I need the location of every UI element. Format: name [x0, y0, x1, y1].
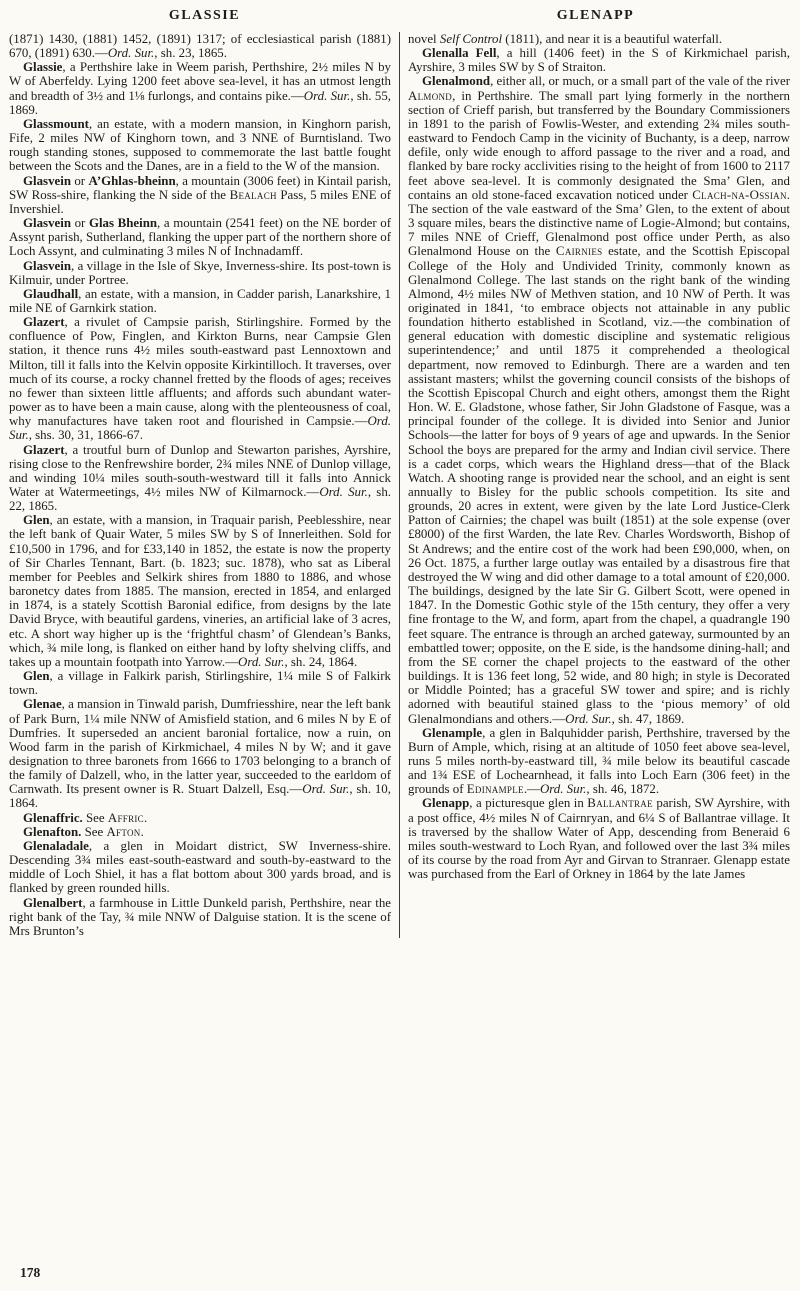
text-run: See [81, 824, 107, 839]
cross-reference: Cairnies [555, 244, 603, 259]
running-head-left: GLASSIE [168, 8, 241, 23]
gazetteer-entry [9, 174, 391, 216]
text-run: . [140, 824, 144, 839]
text-run: , either all, or much, or a small part of the vale of the river [490, 74, 790, 89]
text-run: (1871) 1430, (1881) 1452, (1891) 1317; of ecclesiastical parish (1881) 670, (1891) 630.— [9, 32, 391, 61]
italic-title: Ord. Sur. [238, 654, 285, 669]
entry-name: Glenalla Fell [422, 46, 497, 61]
cross-reference: Ballantrae [587, 796, 653, 811]
text-run: See [82, 810, 108, 825]
gazetteer-entry [9, 697, 391, 810]
text-run: , a glen in Moidart district, SW Inverness-shire. Descending 3¾ miles east-south-eastward and south-by-eastward to the middle of Loch Shiel, it has a flat bottom about 300 yards broad, and is flanked by green rounded hills. [9, 838, 391, 896]
gazetteer-entry [9, 443, 391, 514]
text-run: , a mansion in Tinwald parish, Dumfriesshire, near the left bank of Park Burn, 1¼ mile NNW of Amisfield station, and 6 miles N by E of Dumfries. It superseded an ancient baronial fortalice, now a ruin, on Wood farm in the parish of Kirkmichael, 4 miles N by W; and it gave designation to three baronets from 1666 to 1703 belonging to a branch of the family of Dalzell, who, in the latter year, succeeded to the earldom of Carnwath. Its present owner is R. Stuart Dalzell, Esq.— [9, 697, 391, 797]
text-run: , a mountain (3006 feet) in Kintail parish, SW Ross-shire, flanking the N side of the [9, 173, 392, 202]
entry-name: Glazert [23, 315, 65, 330]
entry-name: Glassie [23, 60, 63, 75]
column-right [408, 32, 790, 938]
entry-name: Glenalbert [23, 895, 83, 910]
gazetteer-entry [9, 117, 391, 174]
gazetteer-entry [9, 287, 391, 315]
text-run: , in Perthshire. The small part lying formerly in the northern section of Crieff parish, but transferred by the Boundary Commissioners in 1891 to the parish of Fowlis-Wester, and extending 2¾ miles south-eastward to Fendoch Camp in the vicinity of Buchanty, is a deep, narrow defile, only wide enough to afford passage to the river and a road, and flanked by bare rocky acclivities rising to the height of from 1600 to 2117 feet above sea-level. It is commonly designated the Sma’ Glen, and contains an old stone-faced excavation noticed under [408, 88, 790, 202]
entry-name: Glas Bheinn [88, 216, 158, 231]
text-run: , sh. 55, 1869. [9, 88, 391, 117]
cross-reference: Almond [408, 88, 453, 103]
cross-reference: Afton [106, 824, 141, 839]
text-run: , a mountain (2541 feet) on the NE border of Assynt parish, Sutherland, flanking the upper part of the northern shore of Loch Assynt, and culminating 3 miles N of Inchnadamff. [9, 216, 392, 259]
entry-name: Glenae [23, 697, 62, 712]
italic-title: Ord. Sur. [107, 46, 155, 61]
text-run: novel [408, 32, 440, 46]
cross-reference: Bealach [229, 187, 277, 202]
gazetteer-entry [408, 796, 790, 881]
text-columns [9, 32, 791, 938]
gazetteer-entry [9, 896, 391, 938]
text-run: .— [523, 782, 540, 797]
text-run: , sh. 24, 1864. [284, 654, 358, 669]
gazetteer-entry [9, 315, 391, 442]
column-divider [399, 32, 400, 938]
text-run: , sh. 22, 1865. [9, 485, 391, 514]
gazetteer-entry [9, 825, 391, 839]
gazetteer-entry [9, 60, 391, 117]
entry-name: Glen [23, 513, 50, 528]
gazetteer-entry [9, 513, 391, 669]
gazetteer-entry [9, 216, 391, 258]
text-run: , sh. 46, 1872. [586, 782, 660, 797]
text-run: , sh. 10, 1864. [9, 782, 391, 811]
gazetteer-entry [408, 46, 790, 74]
text-run: , an estate, with a mansion, in Cadder parish, Lanarkshire, 1 mile NE of Garnkirk station. [9, 286, 391, 315]
text-run: , an estate, with a mansion, in Traquair parish, Peeblesshire, near the left bank of Quair Water, 5 miles SW by S of Innerleithen. Sold for £10,500 in 1796, and for £33,140 in 1852, the estate is now the property of Sir Charles Tennant, Bart. (b. 1823; suc. 1878), who sat as Liberal member for Peebles and Selkirk shires from 1880 to 1886, and whose baronetcy dates from 1885. The mansion, erected in 1854, and enlarged in 1874, is a stately Scottish Baronial edifice, from designs by the late David Bryce, with beautiful gardens, vineries, an artificial lake of 3 acres, etc. A short way higher up is the ‘frightful chasm’ of Glendean’s Banks, which, ¾ mile long, is flanked on either hand by lofty shelving cliffs, and takes up a mountain footpath into Yarrow.— [9, 513, 391, 669]
entry-name: Glaudhall [23, 286, 79, 301]
text-run: or [71, 216, 89, 231]
text-run: . [143, 810, 148, 825]
italic-title: Ord. Sur. [9, 414, 391, 443]
text-run: , a rivulet of Campsie parish, Stirlingshire. Formed by the confluence of Pow, Finglen, and Kirkton Burns, near Campsie Glen station, it thence runs 4½ miles south-eastward past Lennoxtown and Milton, till it falls into the Kelvin opposite Kirkintilloch. It traverses, over much of its course, a rocky channel fretted by the floods of ages; receives no fewer than sixteen little affluents; and affords such abundant water-power as to have been a main cause, along with the plenteousness of coal, why manufactures have taken root and flourished in Campsie.— [9, 315, 391, 429]
text-run: estate, and the Scottish Episcopal College of the Holy and Undivided Trinity, commonly known as Glenalmond College. The last stands on the right bank of the winding Almond, 4½ miles NW of Methven station, and 10 NW of Perth. It was originated in 1841, ‘to embrace objects not attainable in any public foundation hitherto established in Scotland, viz.—the combination of general education with domestic discipline and systematic religious superintendence;’ and until 1875 it comprehended a theological department, now removed to Edinburgh. There are a warden and ten assistant masters; whilst the governing council consists of the bishops of the Scottish Episcopal Church and eight others, amongst them the Right Hon. W. E. Gladstone, whose father, Sir John Gladstone of Fasque, was a principal founder of the college. It is divided into Senior and Junior Schools—the latter for boys of 9 years of age and upwards. In the Senior School the boys are prepared for the army and Indian civil service. There is a cadet corps, which wears the Highland dress—that of the Black Watch. A shooting range is provided near the school, and an eight is sent annually to Bisley for the public schools competition. Its site and grounds, 20 acres in extent, were given by the late Lord Justice-Clerk Patton of Cairnies; the chapel was built (1851) at the sole expense (over £8000) of the first Warden, the late Rev. Charles Wordsworth, Bishop of St Andrews; and the entire cost of the work had been £90,000, when, on 26 Oct. 1875, a further large outlay was entailed by a disastrous fire that destroyed the W wing and did other damage to a total amount of £20,000. The buildings, designed by the late Sir G. Gilbert Scott, were opened in 1847. In the Domestic Gothic style of the 15th century, they offer a very fine frontage to the W, and form, apart from the chapel, a quadrangle 190 feet square. The entrance is through an arched gateway, surmounted by an embattled tower; opposite, on the E side, is the handsome dining-hall; and from the SE corner the chapel projects to the eastward of the other buildings. It is 136 feet long, 52 wide, and 80 high; in style is Decorated or Middle Pointed; has a graceful SW tower and spire; and is richly adorned with beautiful stained glass to the ‘pious memory’ of old Glenalmondians and others.— [408, 244, 790, 726]
entry-name: Glasvein [23, 216, 71, 231]
text-run: , a farmhouse in Little Dunkeld parish, Perthshire, near the right bank of the Tay, ¾ mile NNW of Dalguise station. It is the scene of Mrs Brunton’s [9, 895, 391, 938]
text-run: , shs. 30, 31, 1866-67. [28, 428, 143, 443]
entry-name: Glenalmond [422, 74, 491, 89]
text-run: , a glen in Balquhidder parish, Perthshire, traversed by the Burn of Ample, which, rising at an altitude of 1050 feet above sea-level, runs 5 miles north-by-eastward till, ¾ mile below its beautiful cascade and 1¾ ESE of Lochearnhead, it falls into Loch Earn (306 feet) in the grounds of [408, 725, 790, 797]
cross-reference: Clach-na-Ossian [692, 187, 787, 202]
text-run: , a picturesque glen in [469, 796, 588, 811]
entry-name: Glasvein [23, 173, 71, 188]
text-run: parish, SW Ayrshire, with a post office, 4½ miles N of Cairnryan, and 6¼ S of Ballantrae village. It is traversed by the shallow Water of App, descending from Beneraid 6 miles south-westward to Loch Ryan, and followed over the last 3¾ miles of its course by the road from Ayr and Girvan to Stranraer. Glenapp estate was purchased from the Earl of Orkney in 1864 by the late James [408, 796, 790, 882]
entry-name: Glenaladale [23, 838, 89, 853]
entry-name: Glen [23, 669, 50, 684]
gazetteer-entry [9, 259, 391, 287]
gazetteer-entry [9, 839, 391, 896]
text-run: , sh. 47, 1869. [611, 711, 685, 726]
text-run: , a Perthshire lake in Weem parish, Perthshire, 2½ miles N by W of Aberfeldy. Lying 1200 feet above sea-level, it has an utmost length and breadth of 3½ and 1⅛ furlongs, and contains pike.— [9, 60, 391, 103]
italic-title: Ord. Sur. [302, 782, 350, 797]
text-run: , a village in the Isle of Skye, Inverness-shire. Its post-town is Kilmuir, under Portree. [9, 258, 391, 287]
gazetteer-entry [9, 811, 391, 825]
text-run: , an estate, with a modern mansion, in Kinghorn parish, Fife, 2 miles NW of Kinghorn town, and 3 NNE of Burntisland. Two rough standing stones, supposed to commemorate the last battle fought between the Scots and the Danes, are in a field to the W of the mansion. [9, 116, 391, 174]
text-run: (1811), and near it is a beautiful waterfall. [502, 32, 723, 46]
entry-name: Glazert [23, 442, 65, 457]
italic-title: Self Control [439, 32, 503, 46]
text-run: . The section of the vale eastward of the Sma’ Glen, to the extent of about 3 square miles, bears the distinctive name of Logie-Almond; but contains, 7 miles NNE of Crieff, Glenalmond post office under Perth, as also Glenalmond House on the [408, 187, 790, 259]
italic-title: Ord. Sur. [565, 711, 612, 726]
cross-reference: Edinample [466, 782, 524, 797]
cross-reference: Affric [107, 810, 144, 825]
entry-continuation [9, 32, 391, 60]
gazetteer-entry [408, 726, 790, 797]
entry-name: Glenample [422, 725, 483, 740]
entry-name: Glassmount [23, 116, 89, 131]
gazetteer-entry [408, 74, 790, 725]
entry-name: A’Ghlas-bheinn [88, 173, 176, 188]
text-run: , a village in Falkirk parish, Stirlingshire, 1¼ mile S of Falkirk town. [9, 669, 391, 698]
text-run: Pass, 5 miles ENE of Invershiel. [9, 187, 391, 216]
text-run: , a troutful burn of Dunlop and Stewarton parishes, Ayrshire, rising close to the Renfrewshire border, 2¾ miles NNE of Dunlop village, and winding 10¼ miles south-south-westward till it falls into Annick Water at Watermeetings, 4½ miles NW of Kilmarnock.— [9, 442, 391, 499]
entry-name: Glasvein [23, 258, 71, 273]
text-run: , sh. 23, 1865. [154, 46, 227, 61]
text-run: , a hill (1406 feet) in the S of Kirkmichael parish, Ayrshire, 3 miles SW by S of Straiton. [408, 46, 790, 75]
entry-name: Glenapp [422, 796, 470, 811]
italic-title: Ord. Sur. [303, 88, 351, 103]
running-head-right: GLENAPP [556, 8, 635, 23]
italic-title: Ord. Sur. [319, 485, 368, 499]
running-head [9, 8, 791, 24]
entry-name: Glenaffric. [23, 810, 83, 825]
entry-name: Glenafton. [23, 824, 82, 839]
italic-title: Ord. Sur. [539, 782, 587, 797]
text-run: or [71, 173, 89, 188]
page-number: 178 [20, 1265, 41, 1280]
entry-continuation [408, 32, 790, 46]
gazetteer-entry [9, 669, 391, 697]
column-left [9, 32, 391, 938]
